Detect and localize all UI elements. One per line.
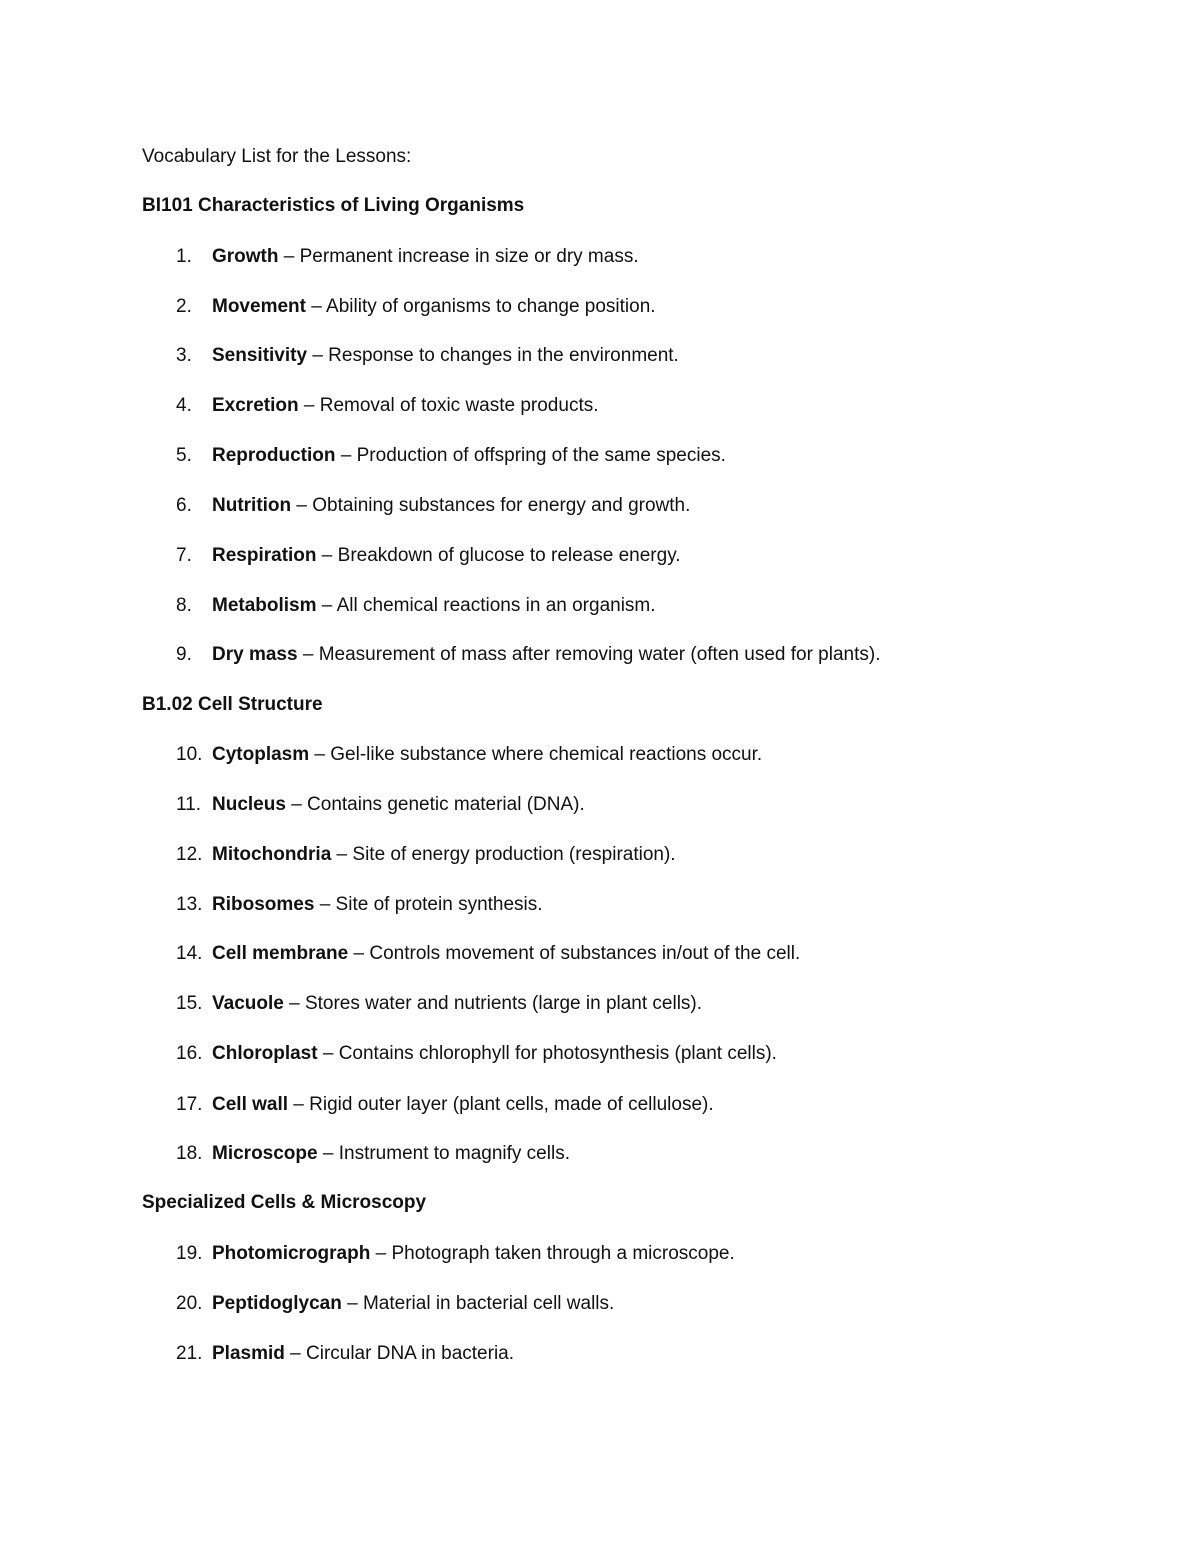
vocab-definition: Removal of toxic waste products. [319,395,599,416]
vocab-item [176,544,681,568]
vocab-item [176,1093,714,1117]
vocab-term: Chloroplast [212,1043,318,1064]
vocab-separator: – [317,1143,339,1164]
vocab-separator: – [335,445,357,466]
vocab-number: 1. [176,246,192,267]
vocab-definition: Material in bacterial cell walls. [362,1293,615,1314]
vocab-number: 21. [176,1343,203,1364]
vocab-term: Microscope [212,1143,318,1164]
vocab-term: Plasmid [212,1343,285,1364]
vocab-separator: – [298,395,320,416]
vocab-term: Growth [212,246,279,267]
vocab-item [176,643,881,667]
vocab-term: Cytoplasm [212,744,310,765]
vocab-term: Movement [212,296,306,317]
vocab-number: 2. [176,296,192,317]
vocab-separator: – [317,1043,339,1064]
vocab-number: 14. [176,943,203,964]
vocab-definition: Controls movement of substances in/out of the cell. [369,943,801,964]
vocab-separator: – [305,296,327,317]
vocab-definition: Circular DNA in bacteria. [306,1343,515,1364]
vocab-definition: Obtaining substances for energy and growth. [312,495,691,516]
vocab-number: 12. [176,844,203,865]
vocab-separator: – [297,644,319,665]
vocab-definition: Ability of organisms to change position. [326,296,656,317]
vocab-item [176,1242,735,1266]
vocab-number: 16. [176,1043,203,1064]
vocab-item [176,942,800,966]
vocab-number: 18. [176,1143,203,1164]
vocab-number: 17. [176,1094,203,1115]
vocab-definition: Response to changes in the environment. [328,345,679,366]
vocab-item [176,992,702,1016]
vocab-number: 13. [176,894,203,915]
vocab-item [176,793,585,817]
vocab-definition: Permanent increase in size or dry mass. [299,246,639,267]
vocab-term: Cell wall [212,1094,289,1115]
vocab-definition: Rigid outer layer (plant cells, made of cellulose). [309,1094,714,1115]
vocab-term: Photomicrograph [212,1243,371,1264]
vocab-item [176,1042,777,1066]
vocab-definition: Site of protein synthesis. [335,894,543,915]
vocab-definition: Breakdown of glucose to release energy. [337,545,681,566]
vocab-definition: Photograph taken through a microscope. [391,1243,735,1264]
vocab-number: 20. [176,1293,203,1314]
vocab-definition: Site of energy production (respiration). [352,844,676,865]
vocab-separator: – [291,495,313,516]
vocab-separator: – [278,246,300,267]
vocab-item [176,743,762,767]
vocab-separator: – [283,993,305,1014]
vocab-definition: Contains chlorophyll for photosynthesis (plant cells). [338,1043,777,1064]
vocab-definition: Instrument to magnify cells. [338,1143,570,1164]
vocab-term: Dry mass [212,644,298,665]
section-heading: Specialized Cells & Microscopy [142,1192,427,1213]
vocab-term: Peptidoglycan [212,1293,342,1314]
section-heading: BI101 Characteristics of Living Organisms [142,195,525,216]
vocab-separator: – [341,1293,363,1314]
vocab-number: 6. [176,495,192,516]
vocab-term: Reproduction [212,445,336,466]
section-heading: B1.02 Cell Structure [142,694,323,715]
vocab-term: Vacuole [212,993,284,1014]
vocab-term: Sensitivity [212,345,308,366]
vocab-number: 3. [176,345,192,366]
vocab-number: 5. [176,445,192,466]
vocab-separator: – [314,894,336,915]
vocab-number: 8. [176,595,192,616]
vocab-number: 10. [176,744,203,765]
vocab-term: Cell membrane [212,943,349,964]
vocab-term: Ribosomes [212,894,315,915]
vocab-item [176,394,599,418]
vocab-item [176,1292,614,1316]
vocab-definition: Stores water and nutrients (large in plant cells). [304,993,703,1014]
vocab-item [176,1342,514,1366]
vocab-item [176,295,656,319]
vocab-separator: – [316,595,337,616]
vocab-separator: – [309,744,331,765]
vocab-term: Metabolism [212,595,317,616]
vocab-term: Mitochondria [212,844,332,865]
vocab-number: 7. [176,545,192,566]
vocab-separator: – [285,794,308,815]
vocab-number: 9. [176,644,192,665]
vocab-item [176,1142,570,1166]
document-title: Vocabulary List for the Lessons: [142,146,412,167]
vocab-number: 11. [176,794,202,815]
vocab-term: Respiration [212,545,317,566]
vocab-item [176,444,726,468]
vocab-definition: Production of offspring of the same species. [356,445,726,466]
vocab-separator: – [288,1094,310,1115]
vocab-item [176,843,676,867]
vocab-separator: – [348,943,370,964]
vocab-number: 19. [176,1243,203,1264]
vocab-number: 15. [176,993,203,1014]
vocab-item [176,344,679,368]
vocab-separator: – [370,1243,392,1264]
vocab-definition: All chemical reactions in an organism. [336,595,656,616]
vocab-item [176,594,656,618]
vocab-separator: – [284,1343,306,1364]
vocab-definition: Gel-like substance where chemical reactions occur. [330,744,763,765]
vocab-separator: – [331,844,353,865]
vocab-term: Nutrition [212,495,292,516]
vocab-term: Nucleus [212,794,286,815]
vocab-definition: Measurement of mass after removing water (often used for plants). [318,644,881,665]
vocab-item [176,494,690,518]
vocab-definition: Contains genetic material (DNA). [307,794,585,815]
vocab-item [176,893,543,917]
vocab-separator: – [307,345,329,366]
vocab-number: 4. [176,395,192,416]
vocab-separator: – [316,545,338,566]
vocab-term: Excretion [212,395,299,416]
vocab-item [176,245,639,269]
